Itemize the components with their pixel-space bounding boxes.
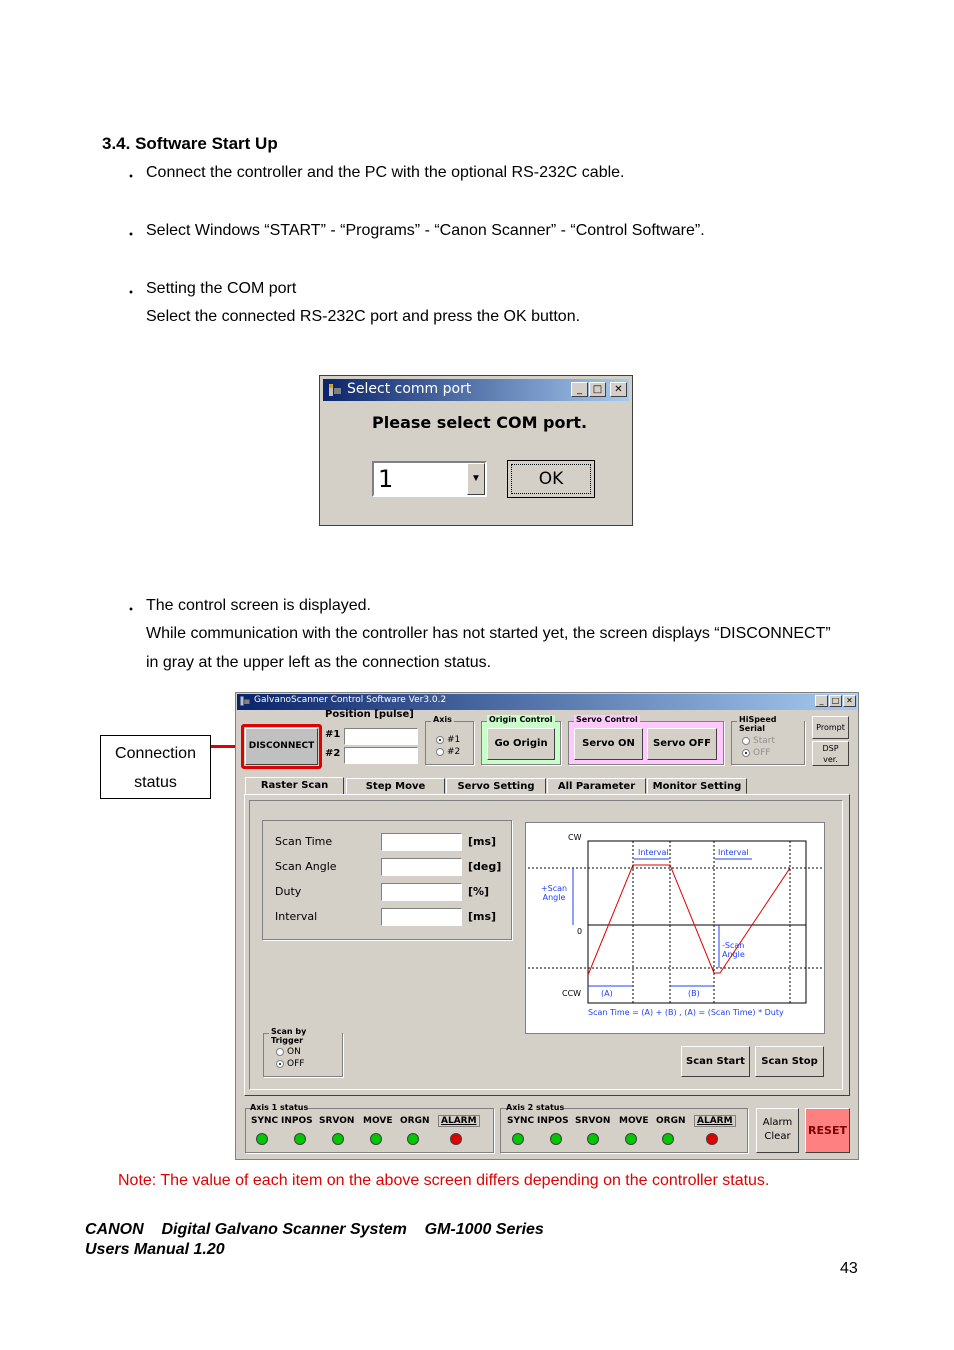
connection-status-callout [100, 735, 211, 799]
status-sync: SYNC [251, 1116, 279, 1126]
disconnect-button[interactable]: DISCONNECT [245, 728, 318, 765]
srvon-led [587, 1133, 599, 1145]
hispeed-radio-start[interactable] [742, 736, 775, 746]
radio-selected-icon [742, 749, 750, 757]
hispeed-radio-off[interactable] [742, 748, 770, 758]
bullet-text: The control screen is displayed. [146, 597, 371, 614]
servo-on-button[interactable]: Servo ON [574, 728, 643, 760]
hispeed-option: Start [753, 736, 775, 746]
tab-monitor-setting[interactable]: Monitor Setting [647, 778, 747, 794]
param-unit: [ms] [468, 910, 497, 923]
position-label: Position [pulse] [325, 709, 414, 720]
param-unit: [%] [468, 885, 490, 898]
tab-servo-setting[interactable]: Servo Setting [446, 778, 546, 794]
axis-radio-1[interactable] [436, 735, 460, 745]
dialog-title: Select comm port [347, 381, 472, 397]
callout-line: Connection [115, 745, 196, 762]
footer [85, 1220, 544, 1260]
footer-line: Users Manual 1.20 [85, 1241, 225, 1258]
trigger-option: OFF [287, 1059, 305, 1069]
scan-time-field[interactable] [381, 833, 462, 851]
scan-stop-button[interactable]: Scan Stop [755, 1046, 824, 1077]
bullet-text: Setting the COM port [146, 280, 297, 297]
servo-group-label: Servo Control [576, 715, 638, 724]
interval-label: Interval [638, 848, 669, 857]
orgn-led [407, 1133, 419, 1145]
servo-control-group [568, 715, 724, 765]
status-inpos: INPOS [281, 1116, 313, 1126]
com-port-select[interactable] [372, 461, 487, 497]
status-inpos: INPOS [537, 1116, 569, 1126]
axis-option: #2 [447, 747, 461, 757]
origin-group-label: Origin Control [489, 715, 553, 724]
srvon-led [332, 1133, 344, 1145]
hispeed-option: OFF [753, 748, 771, 758]
trigger-radio-off[interactable] [276, 1059, 304, 1069]
radio-icon [276, 1048, 284, 1056]
dsp-version-button[interactable]: DSP ver. [812, 741, 849, 766]
bullet-marker: ・ [123, 602, 140, 619]
window-titlebar[interactable] [237, 694, 857, 710]
alarm-clear-button[interactable]: Alarm Clear [756, 1108, 799, 1153]
cw-label: CW [568, 833, 582, 842]
pos1-label: #1 [325, 729, 341, 740]
orgn-led [662, 1133, 674, 1145]
hispeed-serial-group [731, 715, 805, 765]
radio-selected-icon [276, 1060, 284, 1068]
b-label: (B) [688, 989, 700, 998]
callout-line: status [134, 774, 177, 791]
axis-group [425, 715, 474, 765]
axis-option: #1 [447, 735, 461, 745]
bullet-marker: ・ [123, 169, 140, 186]
note-text: Note: The value of each item on the above screen differs depending on the controller status. [118, 1172, 770, 1189]
axis2-status-label: Axis 2 status [506, 1103, 565, 1112]
zero-label: 0 [577, 927, 583, 936]
scan-waveform-diagram [525, 822, 825, 1034]
page-number: 43 [840, 1260, 858, 1277]
servo-off-button[interactable]: Servo OFF [647, 728, 717, 760]
bullet-text: Select the connected RS-232C port and press the OK button. [146, 308, 581, 325]
scan-start-button[interactable]: Scan Start [681, 1046, 750, 1077]
sync-led [512, 1133, 524, 1145]
inpos-led [294, 1133, 306, 1145]
section-title: 3.4. Software Start Up [102, 134, 278, 153]
param-label: Interval [275, 910, 318, 923]
position-1-field [344, 728, 418, 745]
trigger-radio-on[interactable] [276, 1047, 301, 1057]
scan-formula: Scan Time = (A) + (B) , (A) = (Scan Time) * Duty [588, 1008, 784, 1017]
ok-label: OK [511, 464, 591, 494]
axis-group-label: Axis [433, 715, 452, 724]
reset-button[interactable]: RESET [805, 1108, 850, 1153]
com-port-value: 1 [378, 465, 394, 493]
tab-raster-scan[interactable]: Raster Scan [245, 777, 344, 795]
status-alarm: ALARM [694, 1115, 736, 1127]
interval-label: Interval [718, 848, 749, 857]
footer-line: CANON Digital Galvano Scanner System GM-1000 Series [85, 1221, 544, 1238]
tab-all-parameter[interactable]: All Parameter [547, 778, 646, 794]
scan-trigger-group [263, 1027, 343, 1077]
inpos-led [550, 1133, 562, 1145]
bullet-marker: ・ [123, 227, 140, 244]
close-icon[interactable]: ✕ [843, 695, 856, 707]
bullet-text: Connect the controller and the PC with the optional RS-232C cable. [146, 164, 625, 181]
param-unit: [ms] [468, 835, 497, 848]
axis1-status-label: Axis 1 status [250, 1103, 309, 1112]
status-sync: SYNC [507, 1116, 535, 1126]
plus-scan-label: +Scan Angle [540, 884, 568, 902]
ccw-label: CCW [562, 989, 582, 998]
waveform-graphic [526, 823, 824, 1033]
origin-control-group [481, 715, 561, 765]
tab-step-move[interactable]: Step Move [346, 778, 445, 794]
dialog-message: Please select COM port. [372, 413, 588, 432]
bullet-text: in gray at the upper left as the connection status. [146, 654, 492, 671]
close-icon[interactable]: ✕ [610, 382, 627, 397]
minimize-icon[interactable]: _ [815, 695, 828, 707]
window-title: GalvanoScanner Control Software Ver3.0.2 [254, 695, 447, 705]
param-unit: [deg] [468, 860, 502, 873]
app-icon [239, 695, 251, 707]
alarm-led [706, 1133, 718, 1145]
com-port-dialog [319, 375, 633, 526]
dialog-titlebar[interactable] [323, 379, 629, 401]
sync-led [256, 1133, 268, 1145]
interval-field[interactable] [381, 908, 462, 926]
maximize-icon[interactable]: □ [589, 382, 606, 397]
prompt-button[interactable]: Prompt [812, 716, 849, 739]
status-srvon: SRVON [575, 1116, 611, 1126]
param-label: Scan Time [275, 835, 333, 848]
status-orgn: ORGN [656, 1116, 686, 1126]
bullet-text: Select Windows “START” - “Programs” - “Canon Scanner” - “Control Software”. [146, 222, 705, 239]
bullet-marker: ・ [123, 285, 140, 302]
param-label: Scan Angle [275, 860, 337, 873]
pos2-label: #2 [325, 748, 341, 759]
ok-button[interactable] [507, 460, 595, 498]
chevron-down-icon[interactable]: ▼ [467, 463, 485, 495]
scan-angle-field[interactable] [381, 858, 462, 876]
radio-selected-icon [436, 736, 444, 744]
trigger-option: ON [287, 1047, 301, 1057]
status-move: MOVE [619, 1116, 649, 1126]
a-label: (A) [601, 989, 613, 998]
app-icon [327, 382, 343, 398]
duty-field[interactable] [381, 883, 462, 901]
status-move: MOVE [363, 1116, 393, 1126]
hispeed-group-label: HiSpeed Serial [737, 715, 804, 733]
move-led [625, 1133, 637, 1145]
status-srvon: SRVON [319, 1116, 355, 1126]
minimize-icon[interactable]: _ [571, 382, 588, 397]
move-led [370, 1133, 382, 1145]
param-label: Duty [275, 885, 302, 898]
minus-scan-label: -Scan Angle [722, 941, 745, 959]
bullet-text: While communication with the controller has not started yet, the screen displays “DISCONNECT” [146, 625, 831, 642]
status-orgn: ORGN [400, 1116, 430, 1126]
position-2-field [344, 747, 418, 764]
axis-radio-2[interactable] [436, 747, 460, 757]
radio-icon [436, 748, 444, 756]
maximize-icon[interactable]: □ [829, 695, 842, 707]
alarm-led [450, 1133, 462, 1145]
go-origin-button[interactable]: Go Origin [487, 728, 555, 760]
trigger-group-label: Scan by Trigger [269, 1027, 342, 1045]
radio-icon [742, 737, 750, 745]
status-alarm: ALARM [438, 1115, 480, 1127]
